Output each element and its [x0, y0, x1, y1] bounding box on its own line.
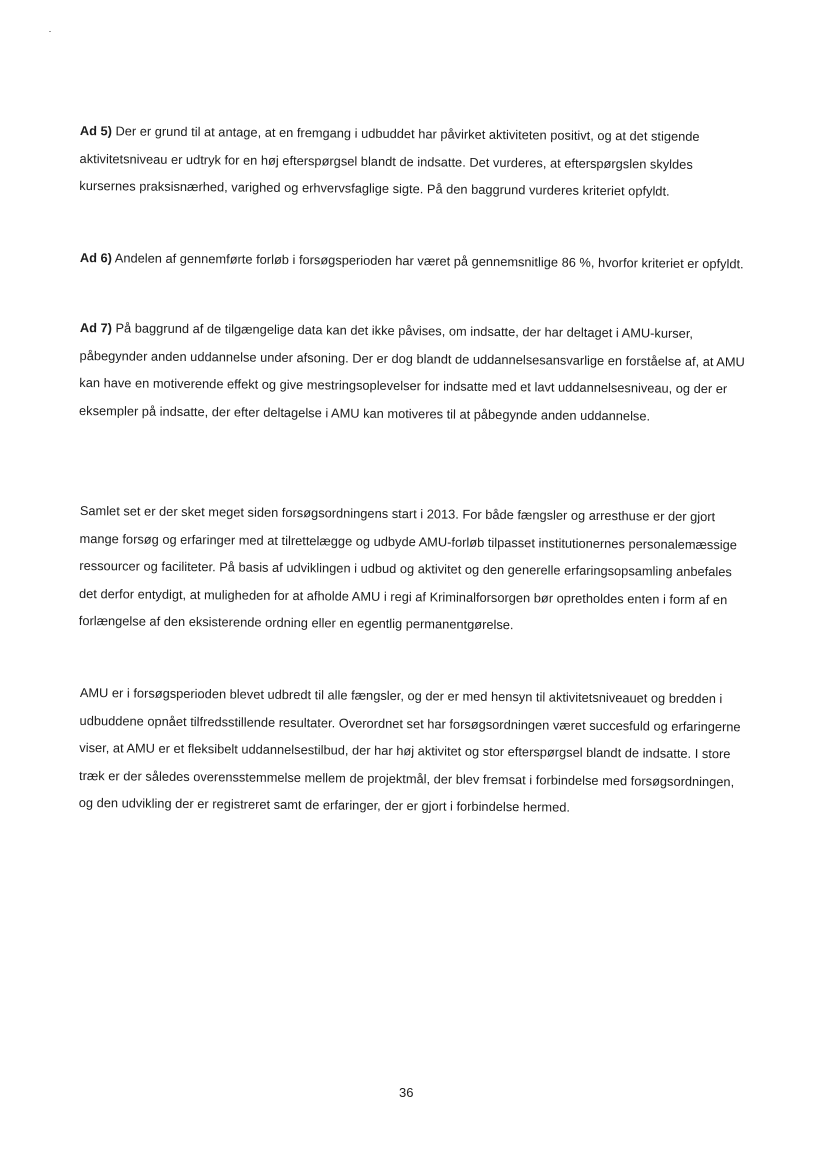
paragraph-lead: Ad 5) — [79, 122, 113, 139]
scan-artifact — [49, 31, 51, 32]
paragraph-text: Samlet set er der sket meget siden forsøgsordningens start i 2013. For både fængsler og arresthuse er der gjort mange forsøg og erfaringer med at tilrettelægge og udbyde AMU-forløb tilpasset institutionernes personalemæssige ressourcer og faciliteter. På basis af udviklingen i udbud og aktivitet og den generelle erfaringsopsamling anbefales det derfor entydigt, at muligheden for at afholde AMU i regi af Kriminalforsorgen bør opretholdes enten i form af en forlængelse af den eksisterende ordning eller en egentlig permanentgørelse. — [78, 502, 737, 633]
paragraph-summary — [79, 497, 752, 641]
paragraph-text: AMU er i forsøgsperioden blevet udbredt til alle fængsler, og der er med hensyn til aktivitetsniveauet og bredden i udbuddene opnået tilfredsstillende resultater. Overordnet set har forsøgsordningen været succesfuld og erfaringerne viser, at AMU er et fleksibelt uddannelsestilbud, der har høj aktivitet og stor efterspørgsel blandt de indsatte. I store træk er der således overensstemmelse mellem de projektmål, der blev fremsat i forbindelse med forsøgsordningen, og den udvikling der er registreret samt de erfaringer, der er gjort i forbindelse hermed. — [78, 684, 741, 816]
paragraph-conclusion — [79, 679, 752, 823]
paragraph-lead: Ad 6) — [79, 249, 113, 266]
paragraph-ad-7 — [79, 314, 752, 431]
paragraph-lead: Ad 7) — [79, 319, 113, 336]
paragraph-text: Andelen af gennemførte forløb i forsøgsperioden har været på gennemsnitlige 86 %, hvorfor kriteriet er opfyldt. — [111, 250, 744, 272]
paragraph-ad-6 — [80, 244, 752, 278]
paragraph-ad-5 — [79, 117, 752, 206]
paragraph-text: På baggrund af de tilgængelige data kan det ikke påvises, om indsatte, der har deltaget i AMU-kurser, påbegynder anden uddannelse under afsoning. Der er dog blandt de uddannelsesansvarlige en forståelse af, at AMU kan have en motiverende effekt og give mestringsoplevelser for indsatte med et lavt uddannelsesniveau, og der er eksempler på indsatte, der efter deltagelse i AMU kan motiveres til at påbegynde anden uddannelse. — [79, 320, 745, 424]
paragraph-text: Der er grund til at antage, at en fremgang i udbuddet har påvirket aktiviteten positivt, og at det stigende aktivitetsniveau er udtryk for en høj efterspørgsel blandt de indsatte. Det vurderes, at efterspørgslen skyldes kursernes praksisnærhed, varighed og erhvervsfaglige sigte. På den baggrund vurderes kriteriet opfyldt. — [79, 123, 700, 199]
page-number: 36 — [399, 1085, 414, 1100]
